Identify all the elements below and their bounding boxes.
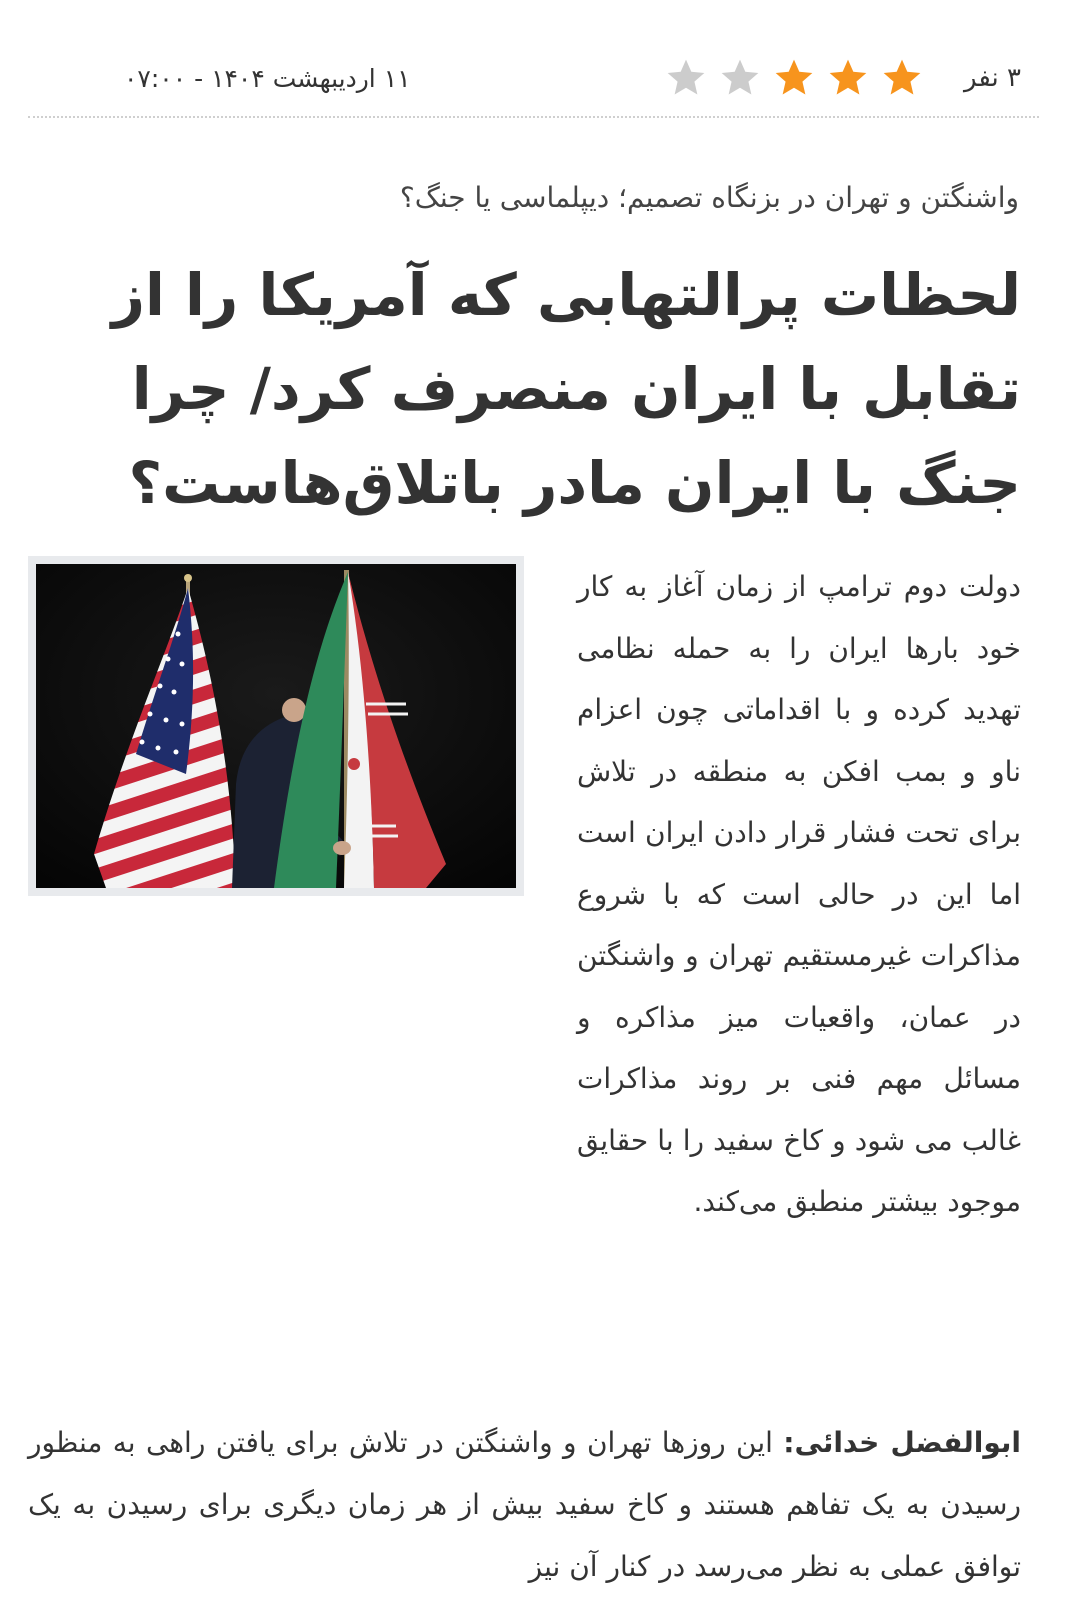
author-name[interactable]: ابوالفضل خدائی:: [783, 1426, 1022, 1459]
article-subtitle: واشنگتن و تهران در بزنگاه تصمیم؛ دیپلماسی یا جنگ؟: [399, 181, 1019, 214]
publish-date: ۱۱ اردیبهشت ۱۴۰۴ - ۰۷:۰۰: [124, 63, 411, 93]
rating-stars[interactable]: [664, 56, 924, 100]
star-icon[interactable]: [718, 56, 762, 100]
star-icon[interactable]: [826, 56, 870, 100]
article-headline: لحظات پرالتهابی که آمریکا را از تقابل با ایران منصرف کرد/ چرا جنگ با ایران مادر باتلاق‌هاست؟: [111, 261, 1021, 517]
article-meta-bar: [28, 40, 1039, 118]
article-body-text: این روزها تهران و واشنگتن در تلاش برای یافتن راهی به منظور رسیدن به یک تفاهم هستند و کاخ سفید بیش از هر زمان دیگری برای رسیدن به یک توافق عملی به نظر می‌رسد در کنار آن نیز: [28, 1426, 1021, 1583]
article-lead: دولت دوم ترامپ از زمان آغاز به کار خود بارها ایران را به حمله نظامی تهدید کرده و با اقداماتی چون اعزام ناو و بمب افکن به منطقه در تلاش برای تحت فشار قرار دادن ایران است اما این در حالی است که با شروع مذاکرات غیرمستقیم تهران و واشنگتن در عمان، واقعیات میز مذاکره و مسائل مهم فنی بر روند مذاکرات غالب می شود و کاخ سفید را با حقایق موجود بیشتر منطبق می‌کند.: [577, 570, 1021, 1218]
star-icon[interactable]: [880, 56, 924, 100]
flags-photo-illustration: [36, 564, 516, 888]
star-icon[interactable]: [664, 56, 708, 100]
rating-count: ۳ نفر: [964, 63, 1021, 93]
article-image[interactable]: [28, 556, 524, 896]
star-icon[interactable]: [772, 56, 816, 100]
article-body: [28, 1412, 1021, 1598]
rating[interactable]: [664, 56, 1021, 100]
